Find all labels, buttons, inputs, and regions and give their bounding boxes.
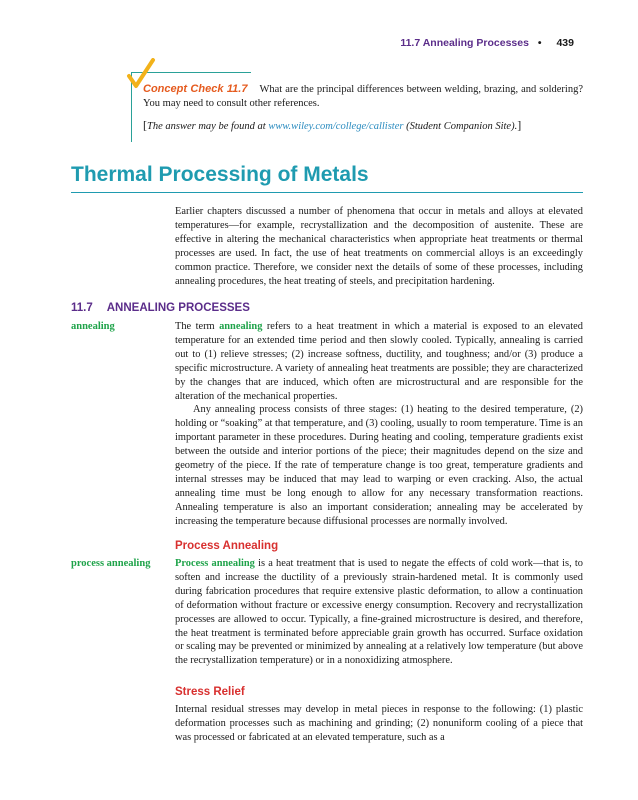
- annealing-paragraph-2: Any annealing process consists of three stages: (1) heating to the desired temperature, (2) holding or “soaking” at that temperature, and (3) cooling, usually to room temperature. Time is an important parameter in these procedures. During heating and cooling, temperature gradients exist between the outside and interior portions of the piece; their magnitudes depend on the size and geometry of the piece. If the rate of temperature change is too great, temperature gradients and internal stresses may be induced that may lead to warping or even cracking. Also, the actual annealing time must be long enough to allow for any necessary transformation reactions. Annealing temperature is also an important consideration; annealing may be accelerated by increasing the temperature because diffusional processes are normally involved.: [175, 404, 583, 527]
- concept-check-question: What are the principal differences between welding, brazing, and soldering? You may need to consult other references.: [143, 84, 583, 109]
- process-annealing-paragraph: [175, 557, 583, 668]
- concept-check-title: Concept Check 11.7: [143, 83, 248, 95]
- section-title-rule: [71, 192, 583, 193]
- process-annealing-text: is a heat treatment that is used to negate the effects of cold work—that is, to soften and increase the ductility of a previously strain-hardened metal. It is commonly used during fabrication procedures that require extensive plastic deformation, to allow a continuation of deformation without fracture or excessive energy consumption. Recovery and recrystallization processes are allowed to occur. Typically, a fine-grained microstructure is desired, and therefore, the heat treatment is terminated before appreciable grain growth has occurred. Surface oxidation or scaling may be prevented or minimized by annealing at a relatively low temperature (but above the recrystallization temperature) or in a nonoxidizing atmosphere.: [175, 558, 583, 667]
- bracket-open: [: [143, 118, 147, 132]
- answer-prefix: The answer may be found at: [147, 121, 266, 132]
- term-process-annealing: Process annealing: [175, 558, 255, 569]
- section-title: Thermal Processing of Metals: [71, 163, 369, 186]
- p1-before: The term: [175, 321, 215, 332]
- annealing-paragraphs: [175, 320, 583, 529]
- subsection-heading: [71, 302, 250, 314]
- running-head-section: 11.7 Annealing Processes: [400, 37, 529, 49]
- process-annealing-heading: Process Annealing: [175, 540, 279, 552]
- stress-relief-paragraph: [175, 703, 583, 745]
- running-head-separator: •: [537, 37, 542, 49]
- intro-paragraph: [175, 205, 583, 288]
- concept-check-answer: [143, 118, 521, 133]
- answer-suffix: (Student Companion Site).: [406, 121, 518, 132]
- p1-after: refers to a heat treatment in which a material is exposed to an elevated temperature for an extended time period and then slowly cooled. Typically, annealing is carried out to (1) relieve stresses; (2) increase softness, ductility, and toughness; and/or (3) produce a specific microstructure. A variety of annealing heat treatments are possible; they are characterized by the changes that are induced, which often are microstructural and are responsible for the alteration of the mechanical properties.: [175, 321, 583, 402]
- stress-relief-heading: Stress Relief: [175, 686, 245, 698]
- stress-relief-text: Internal residual stresses may develop in metal pieces in response to the following: (1) plastic deformation processes such as machining and grinding; (2) nonuniform cooling of a piece that was processed or fabricated at an elevated temperature, such as a: [175, 704, 583, 743]
- process-annealing-text-block: [175, 557, 583, 668]
- answer-link[interactable]: www.wiley.com/college/callister: [268, 121, 404, 132]
- concept-check-question-block: [143, 82, 583, 111]
- intro-text: Earlier chapters discussed a number of phenomena that occur in metals and alloys at elevated temperatures—for example, recrystallization and the decomposition of austenite. These are effective in altering the mechanical characteristics when appropriate heat treatments or thermal processes are used. In fact, the use of heat treatments on commercial alloys is an exceedingly common practice. Therefore, we consider next the details of some of these processes, including annealing procedures, the heat treating of steels, and precipitation hardening.: [175, 206, 583, 287]
- subsection-number: 11.7: [71, 302, 93, 314]
- margin-term-process-annealing: process annealing: [71, 558, 151, 569]
- margin-term-annealing: annealing: [71, 321, 115, 332]
- annealing-paragraph-1: [175, 320, 583, 403]
- page-number: 439: [556, 37, 574, 49]
- concept-check-box: [121, 60, 583, 148]
- subsection-title: ANNEALING PROCESSES: [106, 302, 250, 314]
- term-annealing: annealing: [219, 321, 263, 332]
- bracket-close: ]: [517, 118, 522, 132]
- running-head: [400, 37, 574, 49]
